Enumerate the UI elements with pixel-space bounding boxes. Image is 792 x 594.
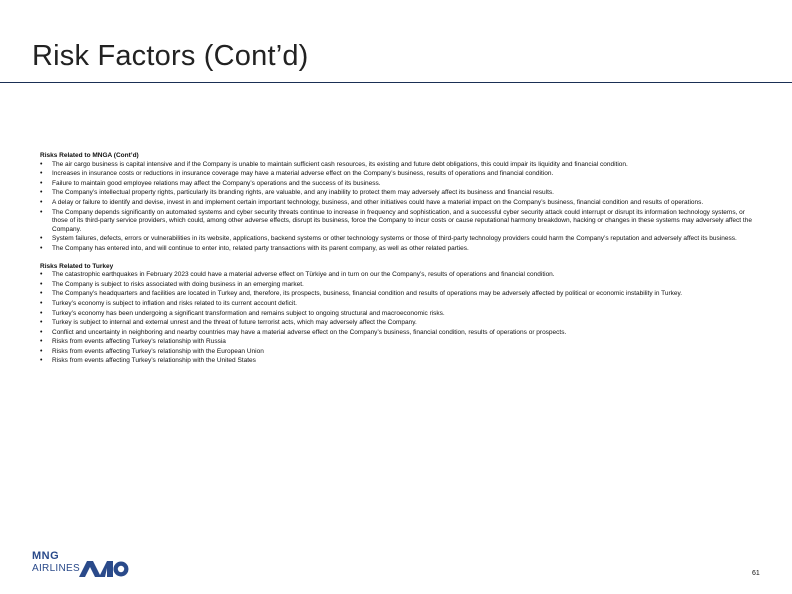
section-heading-turkey: Risks Related to Turkey bbox=[40, 262, 114, 270]
list-item: • Failure to maintain good employee relations may affect the Company’s operations and the success of its business. bbox=[40, 180, 752, 189]
list-item: • The Company’s headquarters and facilities are located in Turkey and, therefore, its prospects, business, financial condition and results of operations may be adversely affected by political or economic instability in Turkey. bbox=[40, 290, 752, 299]
slide-title: Risk Factors (Cont’d) bbox=[32, 40, 309, 72]
list-item: • The Company’s intellectual property rights, particularly its branding rights, are valuable, and any inability to protect them may adversely affect its business and financial results. bbox=[40, 189, 752, 198]
turkey-risk-list bbox=[40, 271, 752, 366]
list-item: • Turkey’s economy is subject to inflation and risks related to its current account deficit. bbox=[40, 300, 752, 309]
logo-mark-icon bbox=[79, 561, 129, 577]
list-item: • A delay or failure to identify and devise, invest in and implement certain important technology, business, and other initiatives could have a material impact on the Company’s business, financial condition and results of operations. bbox=[40, 199, 752, 208]
list-item: • Conflict and uncertainty in neighboring and nearby countries may have a material adverse effect on the Company’s business, financial condition, results of operations or prospects. bbox=[40, 329, 752, 338]
mng-airlines-logo bbox=[32, 550, 132, 580]
list-item: • The Company depends significantly on automated systems and cyber security threats continue to increase in frequency and sophistication, and a successful cyber security attack could interrupt or disrupt its information technology systems, or those of its third-party service providers, which could, among other adverse effects, disrupt its business, force the Company to incur costs or cause reputational harmony breakdown, hacking or changes in these systems may adversely affect the Company. bbox=[40, 209, 752, 235]
logo-text-mng: MNG bbox=[32, 550, 60, 562]
page-number: 61 bbox=[752, 570, 760, 577]
section-heading-mnga: Risks Related to MNGA (Cont’d) bbox=[40, 152, 139, 159]
list-item: • The catastrophic earthquakes in February 2023 could have a material adverse effect on Türkiye and in turn on our the Company’s, results of operations and financial condition. bbox=[40, 271, 752, 280]
list-item: • Turkey’s economy has been undergoing a significant transformation and remains subject to ongoing structural and macroeconomic risks. bbox=[40, 310, 752, 319]
logo-text-airlines: AIRLINES bbox=[32, 563, 80, 574]
list-item: • Risks from events affecting Turkey’s relationship with the European Union bbox=[40, 348, 752, 357]
list-item: • Risks from events affecting Turkey’s relationship with the United States bbox=[40, 357, 752, 366]
list-item: • System failures, defects, errors or vulnerabilities in its website, applications, backend systems or other technology systems or those of third-party technology providers could harm the Company’s reputation and adversely affect its business. bbox=[40, 235, 752, 244]
list-item: • The Company is subject to risks associated with doing business in an emerging market. bbox=[40, 281, 752, 290]
list-item: • Turkey is subject to internal and external unrest and the threat of future terrorist acts, which may adversely affect the Company. bbox=[40, 319, 752, 328]
risk-factors-content bbox=[40, 152, 752, 367]
list-item: • The Company has entered into, and will continue to enter into, related party transactions with its parent company, as well as other related parties. bbox=[40, 245, 752, 254]
mnga-risk-list bbox=[40, 161, 752, 254]
list-item: • The air cargo business is capital intensive and if the Company is unable to maintain sufficient cash resources, its existing and future debt obligations, this could impair its liquidity and financial condition. bbox=[40, 161, 752, 170]
list-item: • Increases in insurance costs or reductions in insurance coverage may have a material adverse effect on the Company’s business, results of operations and financial condition. bbox=[40, 170, 752, 179]
title-divider bbox=[0, 82, 792, 83]
list-item: • Risks from events affecting Turkey’s relationship with Russia bbox=[40, 338, 752, 347]
